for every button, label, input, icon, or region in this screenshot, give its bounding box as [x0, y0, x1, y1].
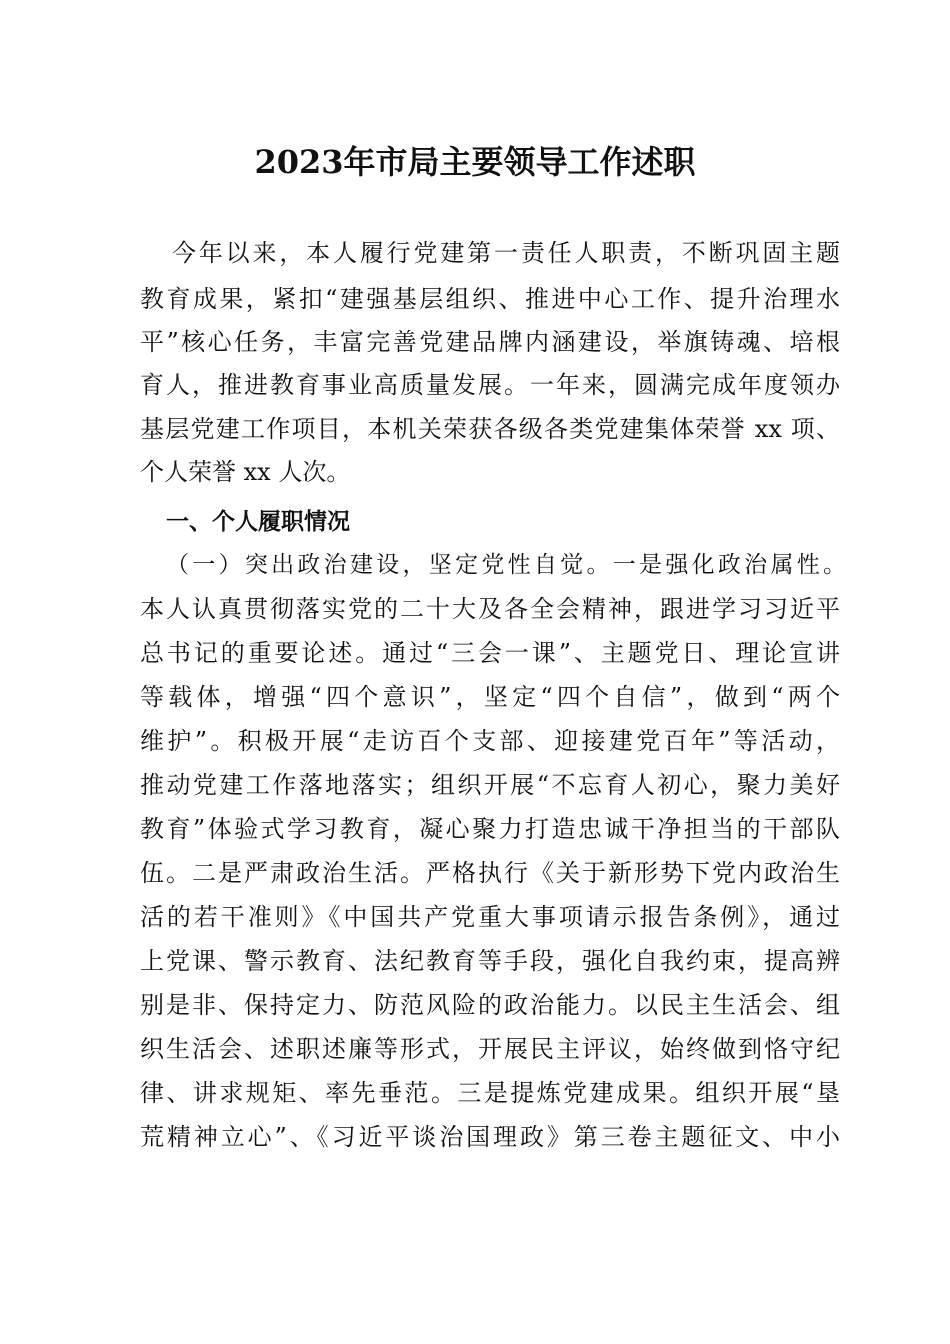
intro-line: 教育成果，紧扣“建强基层组织、推进中心工作、提升治理水 — [140, 285, 840, 313]
body-line: 推动党建工作落地落实；组织开展“不忘育人初心，聚力美好 — [140, 771, 840, 799]
body-line: 荒精神立心”、《习近平谈治国理政》第三卷主题征文、中小 — [140, 1123, 840, 1151]
body-line: 别是非、保持定力、防范风险的政治能力。以民主生活会、组 — [140, 991, 840, 1019]
body-line: 总书记的重要论述。通过“三会一课”、主题党日、理论宣讲 — [140, 639, 840, 667]
body-line: 本人认真贯彻落实党的二十大及各全会精神，跟进学习习近平 — [140, 595, 840, 623]
body-line: 活的若干准则》《中国共产党重大事项请示报告条例》，通过 — [140, 903, 840, 931]
document-title: 2023年市局主要领导工作述职 — [254, 143, 696, 181]
body-line: 伍。二是严肃政治生活。严格执行《关于新形势下党内政治生 — [140, 859, 840, 887]
body-line: 律、讲求规矩、率先垂范。三是提炼党建成果。组织开展“垦 — [140, 1079, 840, 1107]
body-line: 织生活会、述职述廉等形式，开展民主评议，始终做到恪守纪 — [140, 1035, 840, 1063]
intro-line: 今年以来，本人履行党建第一责任人职责，不断巩固主题 — [172, 239, 840, 267]
intro-line: 平”核心任务，丰富完善党建品牌内涵建设，举旗铸魂、培根 — [140, 328, 840, 356]
intro-line: 基层党建工作项目，本机关荣获各级各类党建集体荣誉 xx 项、 — [140, 415, 840, 443]
body-line: 教育”体验式学习教育，凝心聚力打造忠诚干净担当的干部队 — [140, 815, 840, 843]
body-line: 等载体，增强“四个意识”，坚定“四个自信”，做到“两个 — [140, 683, 840, 711]
body-line: 维护”。积极开展“走访百个支部、迎接建党百年”等活动， — [140, 727, 840, 755]
section-heading: 一、个人履职情况 — [166, 509, 350, 535]
intro-line: 育人，推进教育事业高质量发展。一年来，圆满完成年度领办 — [140, 371, 840, 399]
intro-line: 个人荣誉 xx 人次。 — [140, 458, 351, 486]
body-line: 上党课、警示教育、法纪教育等手段，强化自我约束，提高辨 — [140, 947, 840, 975]
subsection-heading-line: （一）突出政治建设，坚定党性自觉。一是强化政治属性。 — [166, 552, 846, 578]
